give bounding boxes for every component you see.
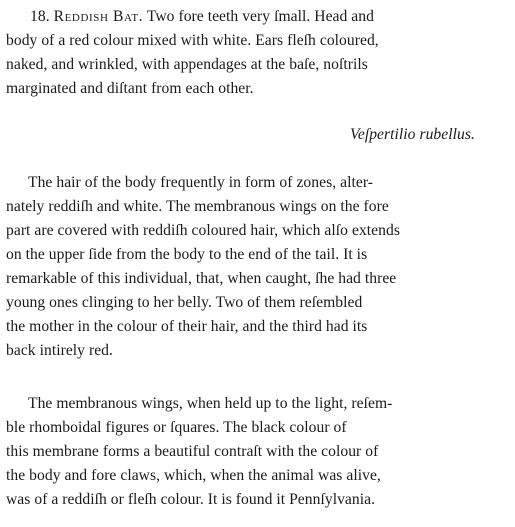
entry-number: 18. [30, 8, 50, 25]
entry-name: Reddish Bat. [53, 8, 144, 25]
p1-line-8: back intirely red. [6, 342, 113, 359]
p1-line-7: the mother in the colour of their hair, and the third had its [6, 318, 368, 335]
p1-line-2: nately reddiſh and white. The membranous wings on the fore [6, 198, 389, 215]
p2-line-3: this membrane forms a beautiful contraſt with the colour of [6, 443, 379, 460]
p1-line-1: The hair of the body frequently in form of zones, alter- [28, 174, 373, 191]
p2-line-1: The membranous wings, when held up to the light, reſem- [28, 395, 393, 412]
p2-line-5: was of a reddiſh or fleſh colour. It is found it Pennſylvania. [6, 491, 376, 508]
p1-line-6: young ones clinging to her belly. Two of them reſembled [6, 294, 363, 311]
entry-line-3: naked, and wrinkled, with appendages at the baſe, noſtrils [6, 56, 368, 73]
p2-line-2: ble rhomboidal figures or ſquares. The black colour of [6, 419, 347, 436]
p1-line-5: remarkable of this individual, that, when caught, ſhe had three [6, 270, 397, 287]
entry-text: Two fore teeth very ſmall. Head and [146, 8, 374, 25]
p1-line-3: part are covered with reddiſh coloured hair, which alſo extends [6, 222, 400, 239]
p1-line-4: on the upper ſide from the body to the end of the tail. It is [6, 246, 368, 263]
p2-line-4: the body and fore claws, which, when the animal was alive, [6, 467, 381, 484]
entry-line-4: marginated and diſtant from each other. [6, 80, 254, 97]
entry-line-1 [30, 6, 374, 28]
latin-name: Veſpertilio rubellus. [350, 126, 475, 143]
entry-line-2: body of a red colour mixed with white. Ears fleſh coloured, [6, 32, 379, 49]
